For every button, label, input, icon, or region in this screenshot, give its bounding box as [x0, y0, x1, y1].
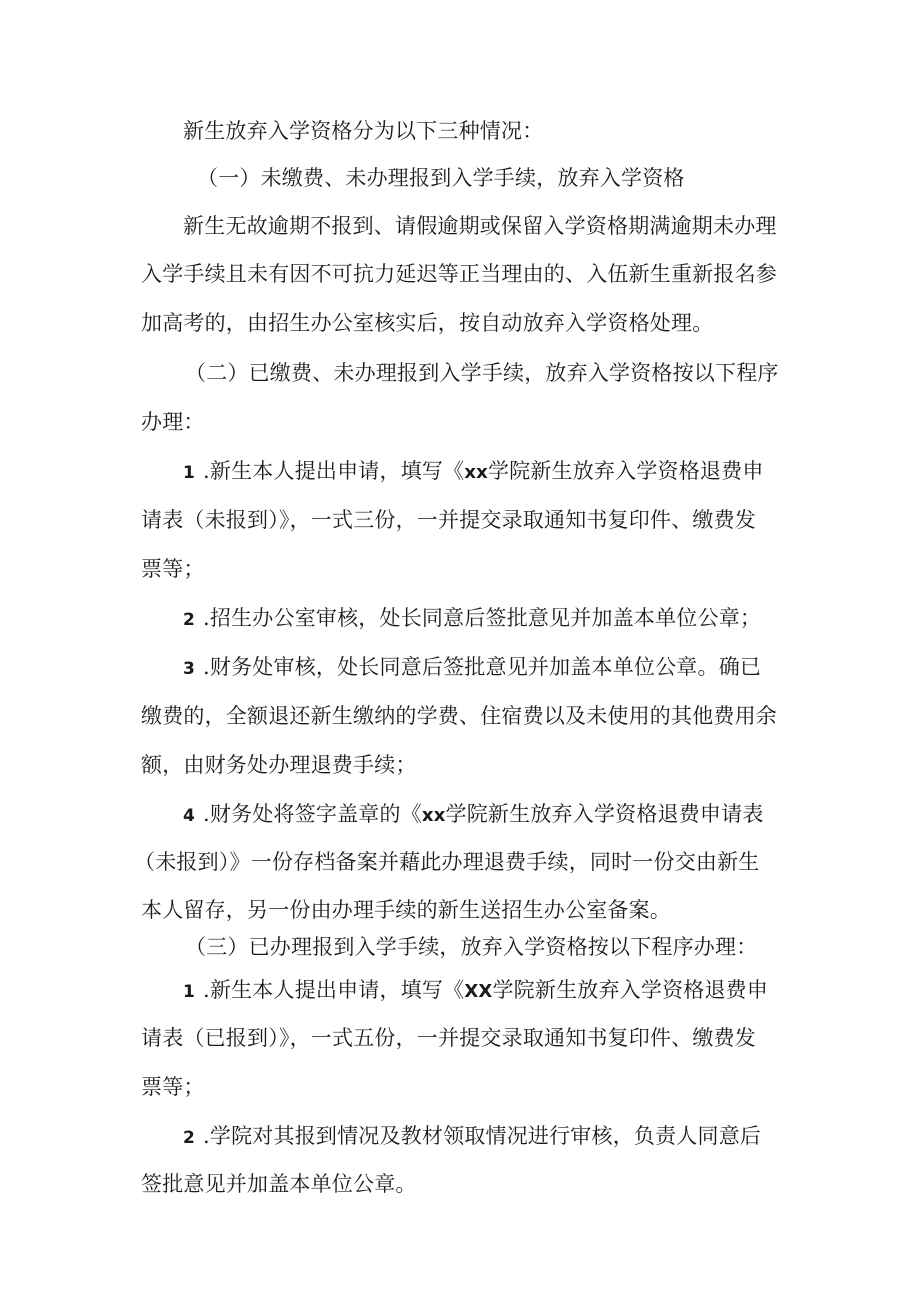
- item-number: 2: [183, 610, 196, 630]
- college-name: xx: [464, 462, 488, 483]
- section1-body-line: 加高考的，由招生办公室核实后，按自动放弃入学资格处理。: [141, 311, 714, 335]
- section3-item-1: 1 .新生本人提出申请，填写《XX学院新生放弃入学资格退费申: [183, 978, 769, 1002]
- section2-item-1: 1 .新生本人提出申请，填写《xx学院新生放弃入学资格退费申: [183, 459, 764, 483]
- intro-paragraph: 新生放弃入学资格分为以下三种情况：: [183, 119, 544, 143]
- section2-item-4-line: 本人留存，另一份由办理手续的新生送招生办公室备案。: [141, 898, 671, 922]
- item-number: 1: [183, 463, 196, 483]
- section3-item-2: 2 .学院对其报到情况及教材领取情况进行审核，负责人同意后: [183, 1124, 762, 1148]
- section1-heading: （一）未缴费、未办理报到入学手续，放弃入学资格: [197, 166, 685, 190]
- college-name: xx: [421, 805, 446, 826]
- section2-item-1-line: 请表（未报到）》，一式三份，一并提交录取通知书复印件、缴费发: [141, 508, 756, 532]
- section2-item-2: 2 .招生办公室审核，处长同意后签批意见并加盖本单位公章；: [183, 606, 762, 630]
- section2-heading: （二）已缴费、未办理报到入学手续，放弃入学资格按以下程序: [185, 361, 779, 385]
- section2-item-4-line: （未报到）》一份存档备案并藉此办理退费手续，同时一份交由新生: [134, 850, 760, 874]
- section2-item-3: 3 .财务处审核，处长同意后签批意见并加盖本单位公章。确已: [183, 655, 762, 679]
- item-number: 3: [183, 659, 196, 679]
- section1-body-line: 新生无故逾期不报到、请假逾期或保留入学资格期满逾期未办理: [183, 214, 777, 238]
- section1-body-line: 入学手续且未有因不可抗力延迟等正当理由的、入伍新生重新报名参: [141, 262, 777, 286]
- section2-item-3-line: 额，由财务处办理退费手续；: [141, 753, 417, 777]
- section3-item-1-line: 票等；: [141, 1075, 205, 1099]
- section3-item-1-line: 请表（已报到）》，一式五份，一并提交录取通知书复印件、缴费发: [141, 1026, 756, 1050]
- section2-item-4: 4 .财务处将签字盖章的《xx学院新生放弃入学资格退费申请表: [183, 802, 764, 826]
- section3-item-2-line: 签批意见并加盖本单位公章。: [141, 1172, 417, 1196]
- section2-item-3-line: 缴费的，全额退还新生缴纳的学费、住宿费以及未使用的其他费用余: [141, 704, 777, 728]
- item-number: 2: [183, 1128, 196, 1148]
- item-number: 4: [183, 806, 196, 826]
- college-name: XX: [464, 981, 493, 1002]
- section2-item-1-line: 票等；: [141, 557, 205, 581]
- section2-heading: 办理：: [141, 410, 205, 434]
- section3-heading: （三）已办理报到入学手续，放弃入学资格按以下程序办理：: [185, 935, 758, 959]
- item-number: 1: [183, 982, 196, 1002]
